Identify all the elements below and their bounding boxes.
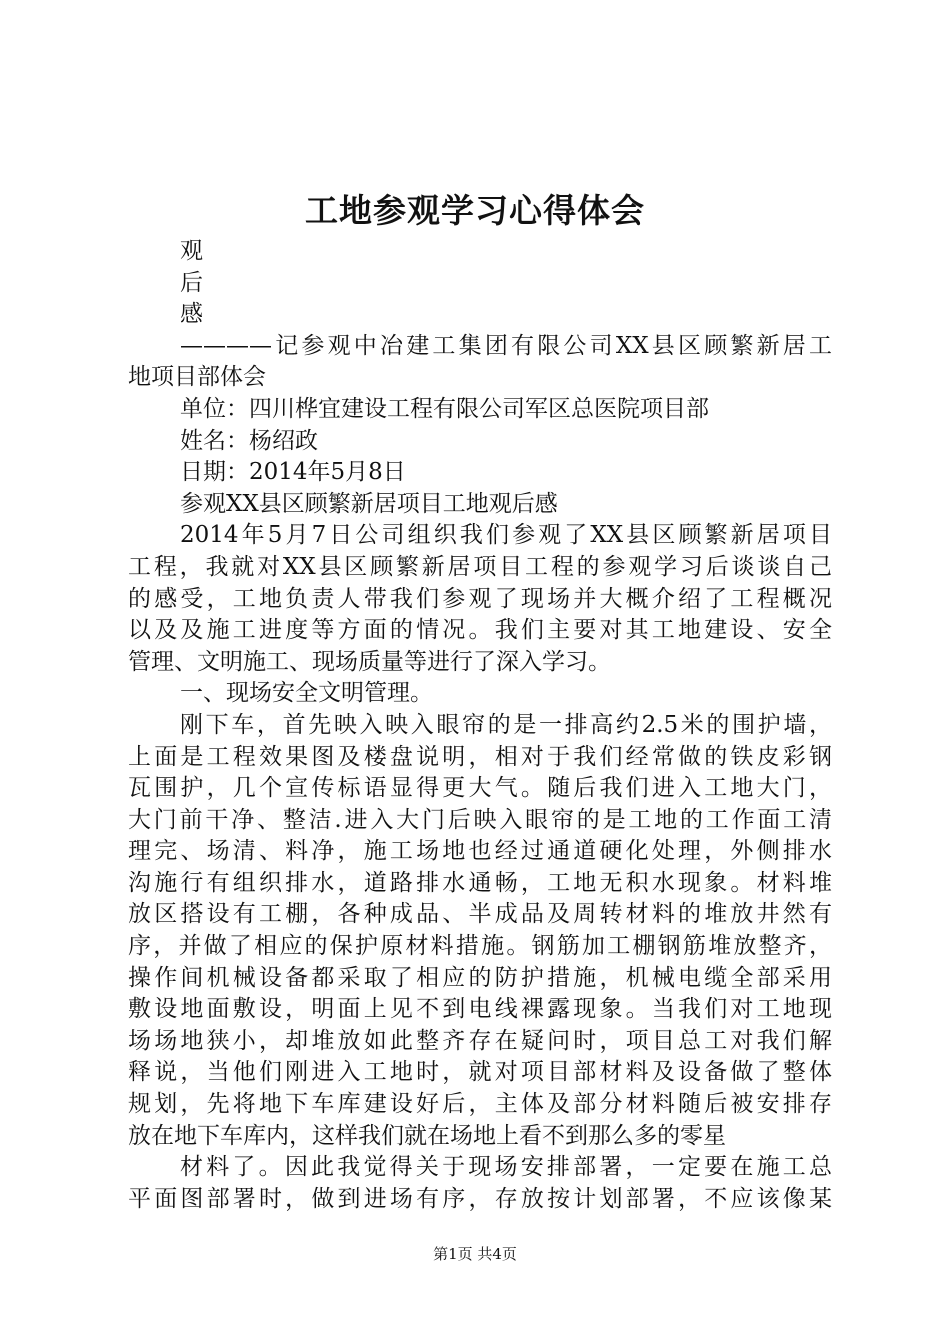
text-line: 上面是工程效果图及楼盘说明，相对于我们经常做的铁皮彩钢 — [128, 743, 832, 770]
text-line: 以及及施工进度等方面的情况。我们主要对其工地建设、安全 — [128, 617, 832, 644]
text-line: 刚下车，首先映入映入眼帘的是一排高约2.5米的围护墙， — [180, 711, 832, 738]
text-line: 材料了。因此我觉得关于现场安排部署，一定要在施工总 — [180, 1154, 832, 1181]
text-line: 2014年5月7日公司组织我们参观了XX县区顾繁新居项目 — [180, 522, 832, 549]
page-footer: 第1页 共4页 — [433, 1245, 517, 1263]
text-line: 管理、文明施工、现场质量等进行了深入学习。 — [128, 648, 611, 675]
text-line: 参观XX县区顾繁新居项目工地观后感 — [180, 490, 558, 517]
text-line: 沟施行有组织排水，道路排水通畅，工地无积水现象。材料堆 — [128, 869, 832, 896]
text-line: 场场地狭小，却堆放如此整齐存在疑问时，项目总工对我们解 — [128, 1027, 832, 1054]
text-line: 姓名：杨绍政 — [180, 427, 318, 454]
text-line: 瓦围护，几个宣传标语显得更大气。随后我们进入工地大门， — [128, 775, 832, 802]
text-line: 一、现场安全文明管理。 — [180, 680, 433, 707]
text-line: 单位：四川桦宜建设工程有限公司军区总医院项目部 — [180, 395, 709, 422]
document-title: 工地参观学习心得体会 — [305, 191, 645, 230]
text-line: 工程，我就对XX县区顾繁新居项目工程的参观学习后谈谈自己 — [128, 553, 832, 580]
text-line: 大门前干净、整洁.进入大门后映入眼帘的是工地的工作面工清 — [128, 806, 832, 833]
text-line: 释说，当他们刚进入工地时，就对项目部材料及设备做了整体 — [128, 1059, 832, 1086]
text-line: 规划，先将地下车库建设好后，主体及部分材料随后被安排存 — [128, 1091, 832, 1118]
text-line: 平面图部署时，做到进场有序，存放按计划部署，不应该像某 — [128, 1185, 832, 1212]
text-line: ————记参观中冶建工集团有限公司XX县区顾繁新居工 — [180, 332, 832, 359]
text-line: 序，并做了相应的保护原材料措施。钢筋加工棚钢筋堆放整齐， — [128, 933, 832, 960]
text-line: 后 — [180, 269, 203, 296]
text-line: 日期：2014年5月8日 — [180, 459, 406, 486]
document-body — [128, 236, 832, 1215]
text-line: 放在地下车库内，这样我们就在场地上看不到那么多的零星 — [128, 1122, 726, 1149]
text-line: 感 — [180, 301, 203, 328]
text-line: 理完、场清、料净，施工场地也经过通道硬化处理，外侧排水 — [128, 838, 832, 865]
text-line: 操作间机械设备都采取了相应的防护措施，机械电缆全部采用 — [128, 964, 832, 991]
text-line: 敷设地面敷设，明面上见不到电线裸露现象。当我们对工地现 — [128, 996, 832, 1023]
text-line: 观 — [180, 238, 203, 264]
text-line: 地项目部体会 — [128, 364, 266, 391]
text-line: 的感受，工地负责人带我们参观了现场并大概介绍了工程概况 — [128, 585, 832, 612]
text-line: 放区搭设有工棚，各种成品、半成品及周转材料的堆放井然有 — [128, 901, 832, 928]
